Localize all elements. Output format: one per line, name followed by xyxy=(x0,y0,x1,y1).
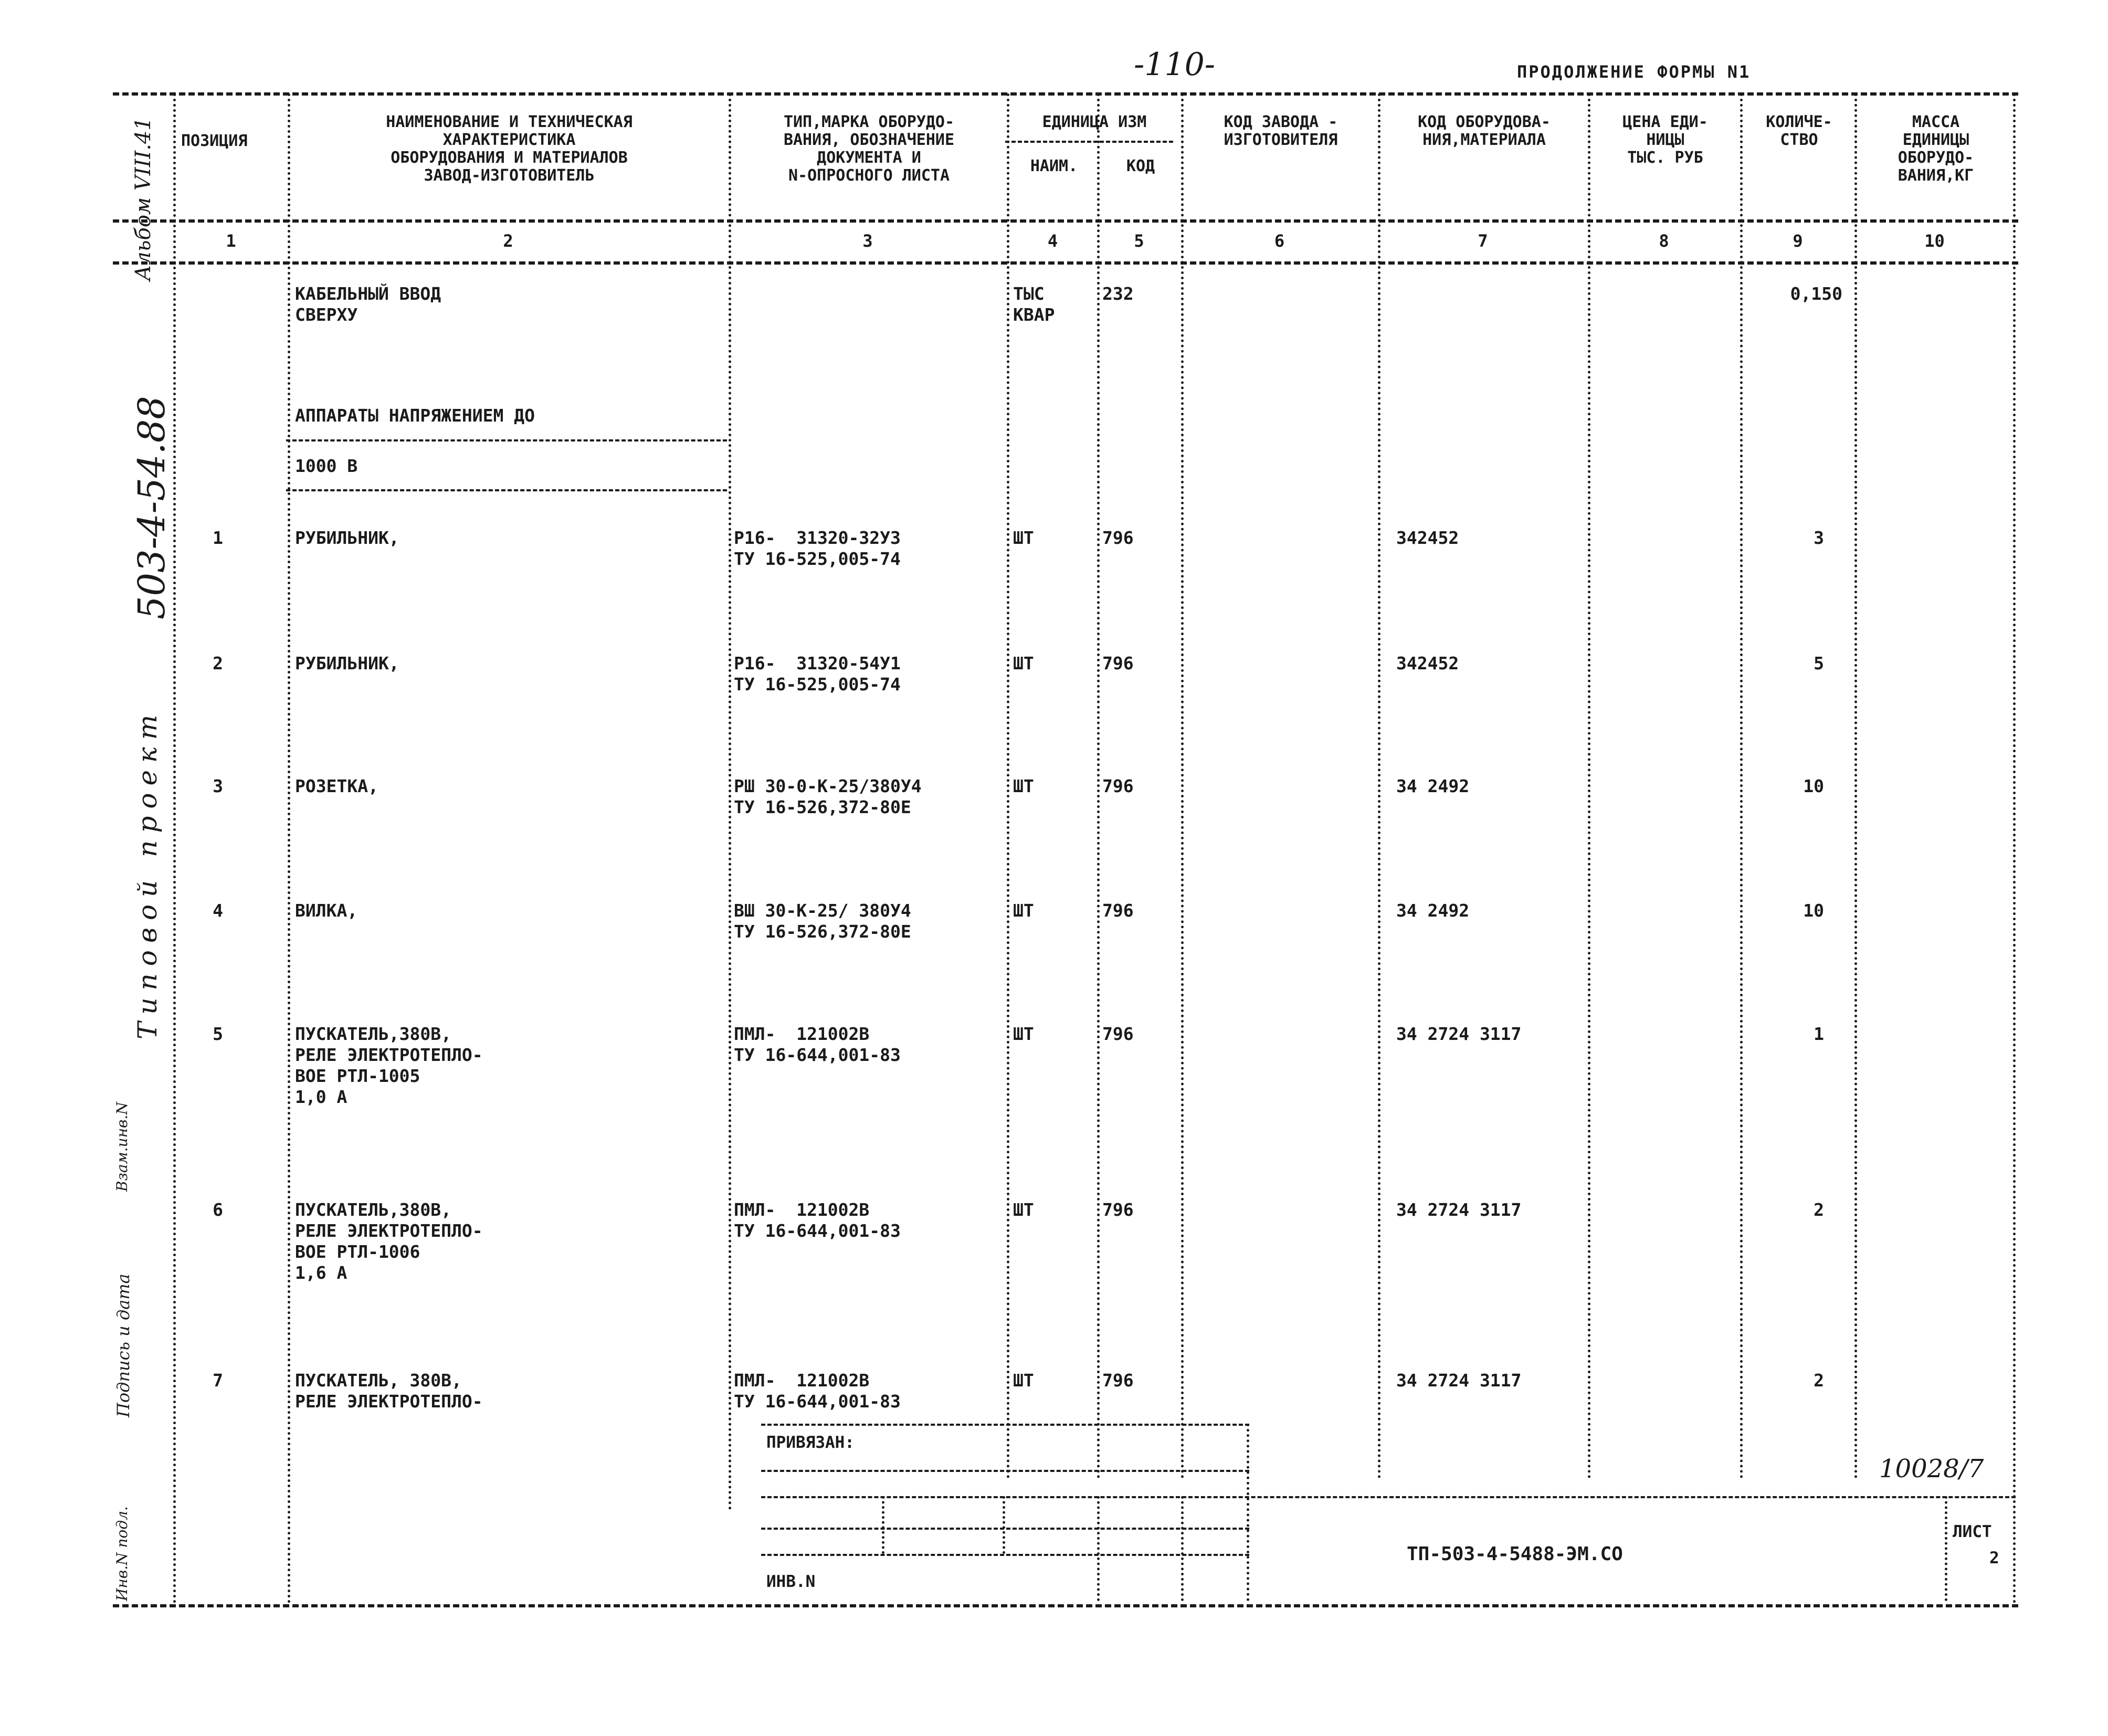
row-2-name: 1000 В xyxy=(295,456,358,476)
row-0-qty: 0,150 xyxy=(1790,283,1842,304)
row-5-pos: 3 xyxy=(213,776,223,796)
col-sep-4 xyxy=(1097,93,1100,1479)
col-sep-7 xyxy=(1588,93,1590,1479)
row-3-code: 796 xyxy=(1102,528,1134,548)
row-8-code: 796 xyxy=(1102,1200,1134,1220)
stamp-sep-3 xyxy=(1097,1496,1100,1601)
header-col-10: МАССА ЕДИНИЦЫ ОБОРУДО- ВАНИЯ,КГ xyxy=(1898,113,1974,185)
col-sep-9 xyxy=(1854,93,1857,1479)
header-col-7: КОД ОБОРУДОВА- НИЯ,МАТЕРИАЛА xyxy=(1418,113,1551,149)
row-7-equip-code: 34 2724 3117 xyxy=(1396,1024,1522,1044)
row-6-name: ВИЛКА, xyxy=(295,900,358,921)
row-7-code: 796 xyxy=(1102,1024,1134,1044)
header-col-9: КОЛИЧЕ- СТВО xyxy=(1766,113,1832,149)
rule-heading-1 xyxy=(286,439,727,441)
stamp-inv-orig: Инв.N подл. xyxy=(113,1506,131,1601)
rule-unit-split xyxy=(1005,141,1173,143)
col-sep-1 xyxy=(288,93,290,1604)
row-3-unit: ШТ xyxy=(1013,528,1034,548)
row-9-qty: 2 xyxy=(1814,1370,1824,1391)
row-0-unit: ТЫС КВАР xyxy=(1013,283,1055,325)
header-col-2: НАИМЕНОВАНИЕ И ТЕХНИЧЕСКАЯ ХАРАКТЕРИСТИКА ОБОРУДОВАНИЯ И МАТЕРИАЛОВ ЗАВОД-ИЗГОТОВИТЕЛЬ xyxy=(386,113,633,185)
header-unit-group: ЕДИНИЦА ИЗМ xyxy=(1042,113,1147,131)
stamp-sheet-number: 2 xyxy=(1989,1549,1999,1567)
col-sep-6 xyxy=(1378,93,1380,1479)
row-7-type: ПМЛ- 121002В ТУ 16-644,001-83 xyxy=(734,1024,901,1065)
stamp-rule-5 xyxy=(761,1554,1249,1556)
header-col-6: КОД ЗАВОДА - ИЗГОТОВИТЕЛЯ xyxy=(1224,113,1338,149)
row-5-code: 796 xyxy=(1102,776,1134,796)
rule-top xyxy=(113,92,2018,96)
stamp-bound-label: ПРИВЯЗАН: xyxy=(766,1433,855,1452)
row-5-equip-code: 34 2492 xyxy=(1396,776,1470,796)
row-9-pos: 7 xyxy=(213,1370,223,1391)
row-6-pos: 4 xyxy=(213,900,223,921)
rule-header-bottom xyxy=(113,219,2018,223)
stamp-doc-code: ТП-503-4-5488-ЭМ.СО xyxy=(1407,1543,1623,1565)
row-7-unit: ШТ xyxy=(1013,1024,1034,1044)
stamp-rule-4 xyxy=(761,1528,1249,1530)
row-3-type: Р16- 31320-32У3 ТУ 16-525,005-74 xyxy=(734,528,901,569)
row-3-pos: 1 xyxy=(213,528,223,548)
row-5-qty: 10 xyxy=(1803,776,1824,796)
rule-bottom xyxy=(113,1604,2018,1607)
row-7-qty: 1 xyxy=(1814,1024,1824,1044)
colnum-8: 8 xyxy=(1659,231,1669,251)
row-4-type: Р16- 31320-54У1 ТУ 16-525,005-74 xyxy=(734,653,901,695)
row-5-type: РШ 30-0-К-25/380У4 ТУ 16-526,372-80Е xyxy=(734,776,922,817)
row-4-qty: 5 xyxy=(1814,653,1824,674)
header-col-1: ПОЗИЦИЯ xyxy=(181,132,248,150)
row-1-name: АППАРАТЫ НАПРЯЖЕНИЕМ ДО xyxy=(295,405,535,426)
col-sep-5 xyxy=(1181,93,1184,1479)
row-8-name: ПУСКАТЕЛЬ,380В, РЕЛЕ ЭЛЕКТРОТЕПЛО- ВОЕ РТЛ-1006 1,6 А xyxy=(295,1200,483,1283)
row-3-qty: 3 xyxy=(1814,528,1824,548)
project-type: Типовой проект xyxy=(132,707,163,1039)
row-6-unit: ШТ xyxy=(1013,900,1034,921)
header-col-4: НАИМ. xyxy=(1030,157,1078,175)
header-col-3: ТИП,МАРКА ОБОРУДО- ВАНИЯ, ОБОЗНАЧЕНИЕ ДОКУМЕНТА И N-ОПРОСНОГО ЛИСТА xyxy=(783,113,955,185)
row-6-equip-code: 34 2492 xyxy=(1396,900,1470,921)
row-0-name: КАБЕЛЬНЫЙ ВВОД СВЕРХУ xyxy=(295,283,441,325)
row-4-unit: ШТ xyxy=(1013,653,1034,674)
col-sep-2 xyxy=(729,93,731,1511)
row-6-qty: 10 xyxy=(1803,900,1824,921)
row-9-type: ПМЛ- 121002В ТУ 16-644,001-83 xyxy=(734,1370,901,1412)
stamp-inv-label: ИНВ.N xyxy=(766,1572,816,1591)
row-4-pos: 2 xyxy=(213,653,223,674)
colnum-9: 9 xyxy=(1793,231,1803,251)
stamp-inv-replace: Взам.инв.N xyxy=(113,1102,131,1192)
stamp-sep-1 xyxy=(882,1496,884,1554)
stamp-sep-4 xyxy=(1181,1496,1184,1601)
row-4-code: 796 xyxy=(1102,653,1134,674)
row-5-unit: ШТ xyxy=(1013,776,1034,796)
row-4-equip-code: 342452 xyxy=(1396,653,1459,674)
row-3-equip-code: 342452 xyxy=(1396,528,1459,548)
header-col-5: КОД xyxy=(1126,157,1155,175)
continuation-title: ПРОДОЛЖЕНИЕ ФОРМЫ N1 xyxy=(1517,62,1751,82)
project-number: 503-4-54.88 xyxy=(130,396,173,619)
colnum-7: 7 xyxy=(1478,231,1488,251)
stamp-sep-2 xyxy=(1003,1496,1005,1554)
stamp-handwritten-number: 10028/7 xyxy=(1879,1454,1984,1484)
colnum-1: 1 xyxy=(226,231,236,251)
stamp-rule-3 xyxy=(761,1496,2016,1498)
row-5-name: РОЗЕТКА, xyxy=(295,776,378,796)
row-8-equip-code: 34 2724 3117 xyxy=(1396,1200,1522,1220)
row-8-unit: ШТ xyxy=(1013,1200,1034,1220)
colnum-4: 4 xyxy=(1047,231,1058,251)
row-7-name: ПУСКАТЕЛЬ,380В, РЕЛЕ ЭЛЕКТРОТЕПЛО- ВОЕ РТЛ-1005 1,0 А xyxy=(295,1024,483,1107)
row-9-code: 796 xyxy=(1102,1370,1134,1391)
page-number: -110- xyxy=(1134,46,1216,83)
header-col-8: ЦЕНА ЕДИ- НИЦЫ ТЫС. РУБ xyxy=(1622,113,1708,167)
col-sep-10 xyxy=(2013,93,2016,1604)
stamp-sep-5 xyxy=(1247,1424,1249,1601)
rule-colnum-bottom xyxy=(113,261,2018,265)
colnum-2: 2 xyxy=(503,231,513,251)
row-4-name: РУБИЛЬНИК, xyxy=(295,653,399,674)
album-label: Альбом VIII.41 xyxy=(131,117,155,281)
stamp-sep-sheet xyxy=(1945,1496,1947,1601)
colnum-6: 6 xyxy=(1274,231,1285,251)
row-7-pos: 5 xyxy=(213,1024,223,1044)
row-0-code: 232 xyxy=(1102,283,1134,304)
row-3-name: РУБИЛЬНИК, xyxy=(295,528,399,548)
row-6-type: ВШ 30-К-25/ 380У4 ТУ 16-526,372-80Е xyxy=(734,900,911,942)
row-8-type: ПМЛ- 121002В ТУ 16-644,001-83 xyxy=(734,1200,901,1241)
row-8-pos: 6 xyxy=(213,1200,223,1220)
stamp-sheet-label: ЛИСТ xyxy=(1953,1522,1992,1541)
row-6-code: 796 xyxy=(1102,900,1134,921)
stamp-rule-2 xyxy=(761,1470,1249,1472)
rule-heading-2 xyxy=(286,489,727,491)
colnum-5: 5 xyxy=(1134,231,1144,251)
row-9-unit: ШТ xyxy=(1013,1370,1034,1391)
stamp-rule-top xyxy=(761,1424,1249,1426)
colnum-10: 10 xyxy=(1924,231,1945,251)
row-9-name: ПУСКАТЕЛЬ, 380В, РЕЛЕ ЭЛЕКТРОТЕПЛО- xyxy=(295,1370,483,1412)
colnum-3: 3 xyxy=(862,231,873,251)
row-8-qty: 2 xyxy=(1814,1200,1824,1220)
col-sep-8 xyxy=(1740,93,1743,1479)
row-9-equip-code: 34 2724 3117 xyxy=(1396,1370,1522,1391)
stamp-sign-date: Подпись и дата xyxy=(113,1274,133,1417)
col-sep-3 xyxy=(1007,93,1009,1479)
